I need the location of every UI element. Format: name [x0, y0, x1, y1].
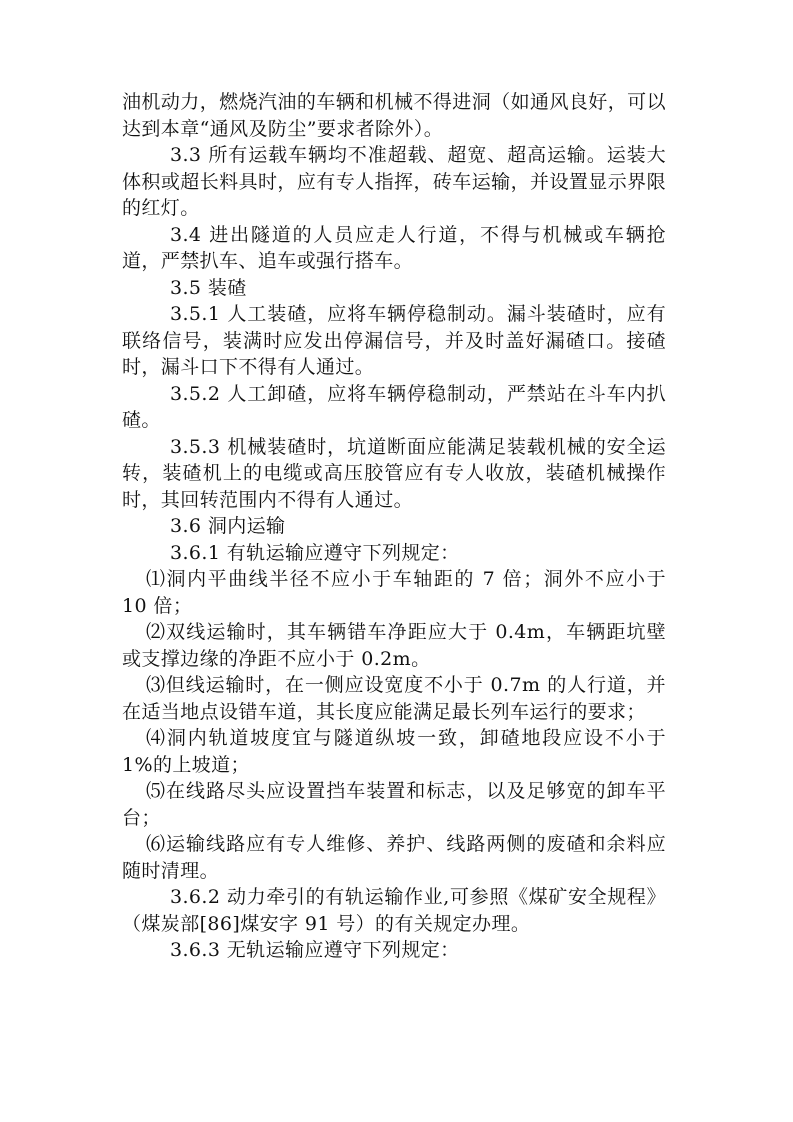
paragraph-3-5-2: 3.5.2 人工卸碴，应将车辆停稳制动，严禁站在斗车内扒碴。: [122, 382, 666, 431]
list-item-2: ⑵双线运输时，其车辆错车净距应大于 0.4m，车辆距坑壁或支撑边缘的净距不应小于 0.2m。: [122, 621, 666, 670]
heading-3-6: 3.6 洞内运输: [170, 515, 286, 537]
list-item-3: ⑶但线运输时，在一侧应设宽度不小于 0.7m 的人行道，并在适当地点设错车道，其长度应能满足最长列车运行的要求；: [122, 674, 666, 723]
paragraph-3-5-1: 3.5.1 人工装碴，应将车辆停稳制动。漏斗装碴时，应有联络信号，装满时应发出停漏信号，并及时盖好漏碴口。接碴时，漏斗口下不得有人通过。: [122, 303, 666, 378]
paragraph-3-3: 3.3 所有运载车辆均不准超载、超宽、超高运输。运装大体积或超长料具时，应有专人指挥，砖车运输，并设置显示界限的红灯。: [122, 144, 666, 219]
list-item-4: ⑷洞内轨道坡度宜与隧道纵坡一致，卸碴地段应设不小于 1%的上坡道；: [122, 727, 666, 776]
paragraph-3-6-2: 3.6.2 动力牵引的有轨运输作业,可参照《煤矿安全规程》（煤炭部[86]煤安字 91 号）的有关规定办理。: [122, 886, 666, 935]
list-item-6: ⑹运输线路应有专人维修、养护、线路两侧的废碴和余料应随时清理。: [122, 833, 666, 882]
paragraph-3-6-1: 3.6.1 有轨运输应遵守下列规定：: [170, 541, 460, 564]
list-item-1: ⑴洞内平曲线半径不应小于车轴距的 7 倍；洞外不应小于 10 倍；: [122, 568, 666, 617]
paragraph-3-5-3: 3.5.3 机械装碴时，坑道断面应能满足装载机械的安全运转，装碴机上的电缆或高压胶管应有专人收放，装碴机械操作时，其回转范围内不得有人通过。: [122, 435, 666, 511]
paragraph-3-6-3: 3.6.3 无轨运输应遵守下列规定：: [170, 939, 460, 961]
document-body: [122, 89, 666, 964]
paragraph-continuation: 油机动力，燃烧汽油的车辆和机械不得进洞（如通风良好，可以达到本章“通风及防尘”要求者除外）。: [122, 91, 666, 140]
heading-3-5: 3.5 装碴: [170, 276, 247, 299]
list-item-5: ⑸在线路尽头应设置挡车装置和标志，以及足够宽的卸车平台；: [122, 780, 666, 829]
paragraph-3-4: 3.4 进出隧道的人员应走人行道，不得与机械或车辆抢道，严禁扒车、追车或强行搭车。: [122, 223, 666, 272]
